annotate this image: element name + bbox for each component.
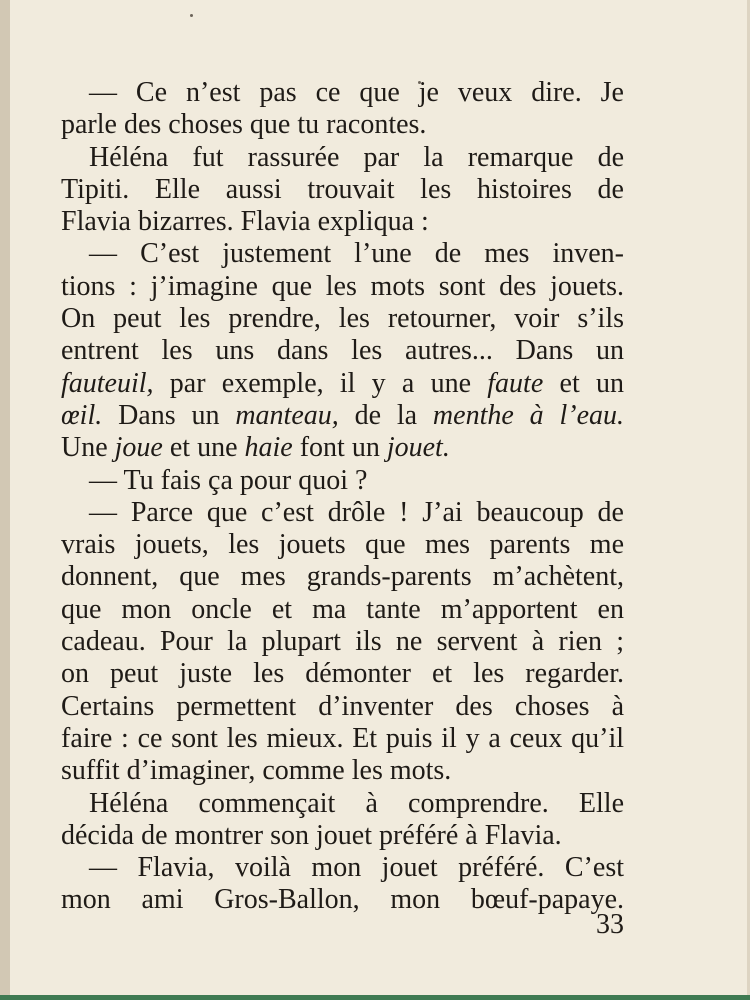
text-line bbox=[61, 626, 624, 658]
text-line bbox=[61, 658, 624, 690]
text-run: Dans un bbox=[102, 399, 236, 431]
text-line bbox=[61, 335, 624, 367]
text-run: on peut juste les démonter et les regarder. bbox=[61, 658, 624, 690]
text-line bbox=[61, 206, 624, 238]
text-line bbox=[61, 529, 624, 561]
text-line bbox=[61, 77, 624, 109]
text-line bbox=[61, 142, 624, 174]
text-run: Certains permettent d’inventer des choses à bbox=[61, 690, 624, 722]
text-line bbox=[61, 852, 624, 884]
text-run: donnent, que mes grands-parents m’achètent, bbox=[61, 561, 624, 593]
text-run: parle des choses que tu racontes. bbox=[61, 109, 427, 141]
text-run: tions : j’imagine que les mots sont des jouets. bbox=[61, 270, 624, 302]
text-line bbox=[61, 884, 624, 916]
text-run: et une bbox=[162, 432, 245, 464]
text-line bbox=[61, 238, 624, 270]
text-line bbox=[61, 109, 624, 141]
text-run: mon ami Gros-Ballon, mon bœuf-papaye. bbox=[61, 884, 624, 916]
text-line bbox=[61, 723, 624, 755]
italic-word: haie bbox=[244, 432, 293, 464]
italic-word: jouet. bbox=[386, 432, 450, 464]
text-run: vrais jouets, les jouets que mes parents me bbox=[61, 529, 624, 561]
text-line bbox=[61, 465, 624, 497]
italic-word: œil. bbox=[61, 399, 103, 431]
page-number: 33 bbox=[596, 909, 624, 940]
text-run: Flavia bizarres. Flavia expliqua : bbox=[61, 206, 429, 238]
text-line bbox=[61, 497, 624, 529]
text-run: entrent les uns dans les autres... Dans un bbox=[61, 335, 624, 367]
text-line bbox=[61, 303, 624, 335]
text-line bbox=[61, 691, 624, 723]
text-run: que mon oncle et ma tante m’apportent en bbox=[61, 593, 624, 625]
italic-word: manteau, bbox=[235, 399, 339, 431]
text-run: font un bbox=[292, 432, 387, 464]
text-run: — Parce que c’est drôle ! J’ai beaucoup de bbox=[89, 496, 624, 528]
text-run: cadeau. Pour la plupart ils ne servent à rien ; bbox=[61, 626, 624, 658]
text-line bbox=[61, 755, 624, 787]
italic-word: menthe à l’eau. bbox=[432, 399, 624, 431]
text-line bbox=[61, 820, 624, 852]
text-run: Héléna commençait à comprendre. Elle bbox=[89, 787, 624, 819]
body-text bbox=[61, 77, 624, 917]
text-run: suffit d’imaginer, comme les mots. bbox=[61, 755, 452, 787]
text-run: — Tu fais ça pour quoi ? bbox=[89, 464, 368, 496]
text-run: On peut les prendre, les retourner, voir s’ils bbox=[61, 303, 624, 335]
text-line bbox=[61, 400, 624, 432]
text-run: décida de montrer son jouet préféré à Flavia. bbox=[61, 819, 562, 851]
text-run: Une bbox=[61, 432, 115, 464]
italic-word: faute bbox=[487, 367, 544, 399]
text-line bbox=[61, 432, 624, 464]
text-line bbox=[61, 271, 624, 303]
text-run: Héléna fut rassurée par la remarque de bbox=[89, 141, 624, 173]
text-run: par exemple, il y a une bbox=[153, 367, 488, 399]
text-line bbox=[61, 788, 624, 820]
text-run: de la bbox=[338, 399, 433, 431]
text-line bbox=[61, 561, 624, 593]
text-run: Tipiti. Elle aussi trouvait les histoires de bbox=[61, 173, 624, 205]
text-run: — C’est justement l’une de mes inven- bbox=[89, 238, 624, 270]
italic-word: fauteuil, bbox=[61, 367, 154, 399]
text-line bbox=[61, 174, 624, 206]
text-run: et un bbox=[543, 367, 624, 399]
text-line bbox=[61, 368, 624, 400]
italic-word: joue bbox=[114, 432, 163, 464]
cover-edge bbox=[0, 995, 750, 1000]
text-run: faire : ce sont les mieux. Et puis il y a ceux qu’il bbox=[61, 722, 624, 754]
text-line bbox=[61, 594, 624, 626]
ink-speck bbox=[190, 14, 193, 17]
text-run: — Ce n’est pas ce que je veux dire. Je bbox=[89, 77, 624, 108]
text-run: — Flavia, voilà mon jouet préféré. C’est bbox=[89, 852, 624, 884]
binding-gutter bbox=[0, 0, 10, 1000]
